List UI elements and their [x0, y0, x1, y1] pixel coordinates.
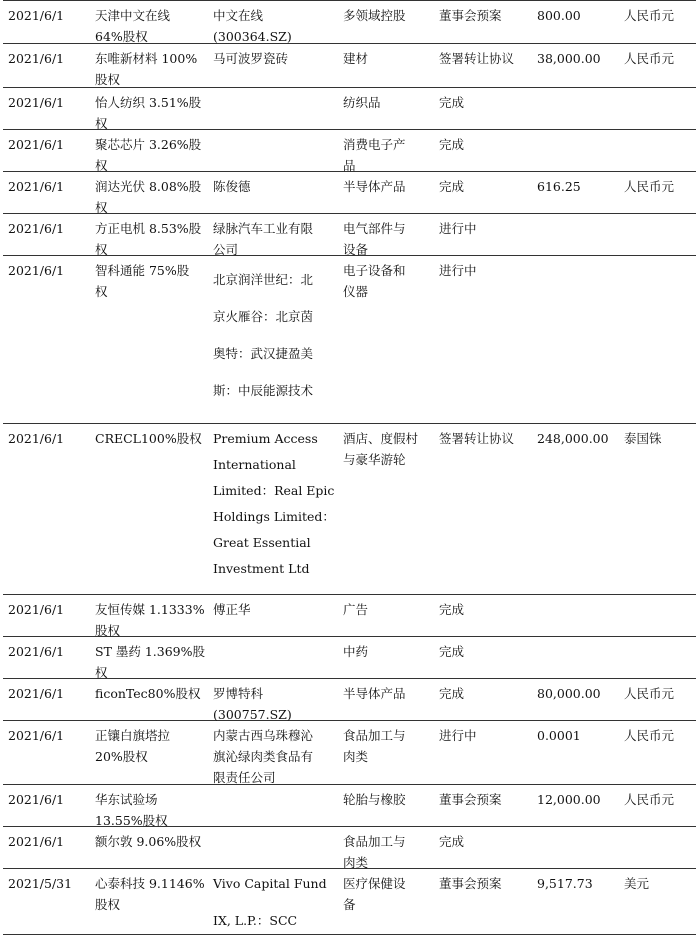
table-row: [3, 0, 696, 44]
table-row: [3, 637, 696, 679]
target-cell: 友恒传媒 1.1333% 股权: [95, 602, 205, 638]
table-row: [3, 827, 696, 869]
target-cell: CRECL100%股权: [95, 431, 202, 446]
table-row: [3, 172, 696, 214]
target-cell: 正镶白旗塔拉 20%股权: [95, 728, 171, 764]
industry-cell: 轮胎与橡胶: [343, 792, 406, 807]
buyer-cell: Vivo Capital Fund IX, L.P.：SCC: [213, 876, 327, 928]
table-row: [3, 44, 696, 88]
table-row: [3, 595, 696, 637]
amount-cell: 38,000.00: [537, 51, 601, 66]
industry-cell: 食品加工与 肉类: [343, 728, 406, 764]
target-cell: ST 墨药 1.369%股 权: [95, 644, 206, 680]
table-row: [3, 785, 696, 827]
date-cell: 2021/5/31: [8, 876, 73, 891]
table-row: [3, 256, 696, 424]
table-row: [3, 679, 696, 721]
currency-cell: 人民币元: [624, 51, 675, 66]
target-cell: 心泰科技 9.1146% 股权: [95, 876, 205, 912]
target-cell: 天津中文在线 64%股权: [95, 8, 171, 44]
amount-cell: 80,000.00: [537, 686, 601, 701]
date-cell: 2021/6/1: [8, 728, 65, 743]
currency-cell: 人民币元: [624, 792, 675, 807]
date-cell: 2021/6/1: [8, 51, 65, 66]
status-cell: 完成: [439, 602, 465, 617]
buyer-cell: 陈俊德: [213, 179, 251, 194]
table-row: [3, 869, 696, 935]
date-cell: 2021/6/1: [8, 686, 65, 701]
date-cell: 2021/6/1: [8, 644, 65, 659]
industry-cell: 电气部件与 设备: [343, 221, 406, 257]
target-cell: 额尔敦 9.06%股权: [95, 834, 202, 849]
industry-cell: 食品加工与 肉类: [343, 834, 406, 870]
date-cell: 2021/6/1: [8, 792, 65, 807]
industry-cell: 中药: [343, 644, 369, 659]
target-cell: 智科通能 75%股 权: [95, 263, 190, 299]
target-cell: 怡人纺织 3.51%股 权: [95, 95, 202, 131]
industry-cell: 多领域控股: [343, 8, 406, 23]
status-cell: 签署转让协议: [439, 51, 515, 66]
date-cell: 2021/6/1: [8, 221, 65, 236]
date-cell: 2021/6/1: [8, 602, 65, 617]
buyer-cell: 马可波罗瓷砖: [213, 51, 289, 66]
industry-cell: 建材: [343, 51, 369, 66]
buyer-cell: 罗博特科 (300757.SZ): [213, 686, 292, 722]
date-cell: 2021/6/1: [8, 431, 65, 446]
target-cell: 东唯新材料 100% 股权: [95, 51, 198, 87]
target-cell: 润达光伏 8.08%股 权: [95, 179, 202, 215]
currency-cell: 人民币元: [624, 686, 675, 701]
target-cell: ficonTec80%股权: [95, 686, 201, 701]
buyer-cell: 内蒙古西乌珠穆沁 旗沁绿肉类食品有 限责任公司: [213, 728, 314, 785]
buyer-cell: 北京润洋世纪：北 京火雁谷：北京茵 奥特：武汉捷盈美 斯：中辰能源技术: [213, 272, 314, 398]
status-cell: 进行中: [439, 221, 477, 236]
currency-cell: 人民币元: [624, 728, 675, 743]
table-row: [3, 130, 696, 172]
industry-cell: 广告: [343, 602, 369, 617]
table-row: [3, 88, 696, 130]
currency-cell: 人民币元: [624, 8, 675, 23]
date-cell: 2021/6/1: [8, 8, 65, 23]
table-row: [3, 214, 696, 256]
amount-cell: 800.00: [537, 8, 581, 23]
status-cell: 董事会预案: [439, 792, 502, 807]
status-cell: 完成: [439, 834, 465, 849]
status-cell: 董事会预案: [439, 8, 502, 23]
buyer-cell: 绿脉汽车工业有限 公司: [213, 221, 314, 257]
target-cell: 华东试验场 13.55%股权: [95, 792, 168, 828]
industry-cell: 消费电子产 品: [343, 137, 406, 173]
currency-cell: 泰国铢: [624, 431, 662, 446]
table-row: [3, 424, 696, 595]
status-cell: 完成: [439, 95, 465, 110]
amount-cell: 248,000.00: [537, 431, 609, 446]
date-cell: 2021/6/1: [8, 179, 65, 194]
industry-cell: 半导体产品: [343, 179, 406, 194]
status-cell: 进行中: [439, 728, 477, 743]
industry-cell: 医疗保健设 备: [343, 876, 406, 912]
date-cell: 2021/6/1: [8, 137, 65, 152]
status-cell: 完成: [439, 137, 465, 152]
date-cell: 2021/6/1: [8, 834, 65, 849]
currency-cell: 人民币元: [624, 179, 675, 194]
industry-cell: 电子设备和 仪器: [343, 263, 406, 299]
buyer-cell: 傅正华: [213, 602, 251, 617]
amount-cell: 616.25: [537, 179, 581, 194]
buyer-cell: Premium Access International Limited：Real Epic Holdings Limited： Great Essential Investment Ltd: [213, 431, 335, 576]
status-cell: 完成: [439, 644, 465, 659]
table-row: [3, 721, 696, 785]
status-cell: 董事会预案: [439, 876, 502, 891]
industry-cell: 纺织品: [343, 95, 381, 110]
status-cell: 完成: [439, 686, 465, 701]
buyer-cell: 中文在线 (300364.SZ): [213, 8, 292, 44]
status-cell: 进行中: [439, 263, 477, 278]
target-cell: 方正电机 8.53%股 权: [95, 221, 202, 257]
status-cell: 签署转让协议: [439, 431, 515, 446]
date-cell: 2021/6/1: [8, 263, 65, 278]
industry-cell: 半导体产品: [343, 686, 406, 701]
currency-cell: 美元: [624, 876, 650, 891]
target-cell: 聚芯芯片 3.26%股 权: [95, 137, 202, 173]
date-cell: 2021/6/1: [8, 95, 65, 110]
amount-cell: 9,517.73: [537, 876, 593, 891]
status-cell: 完成: [439, 179, 465, 194]
amount-cell: 0.0001: [537, 728, 581, 743]
industry-cell: 酒店、度假村 与豪华游轮: [343, 431, 419, 467]
amount-cell: 12,000.00: [537, 792, 601, 807]
